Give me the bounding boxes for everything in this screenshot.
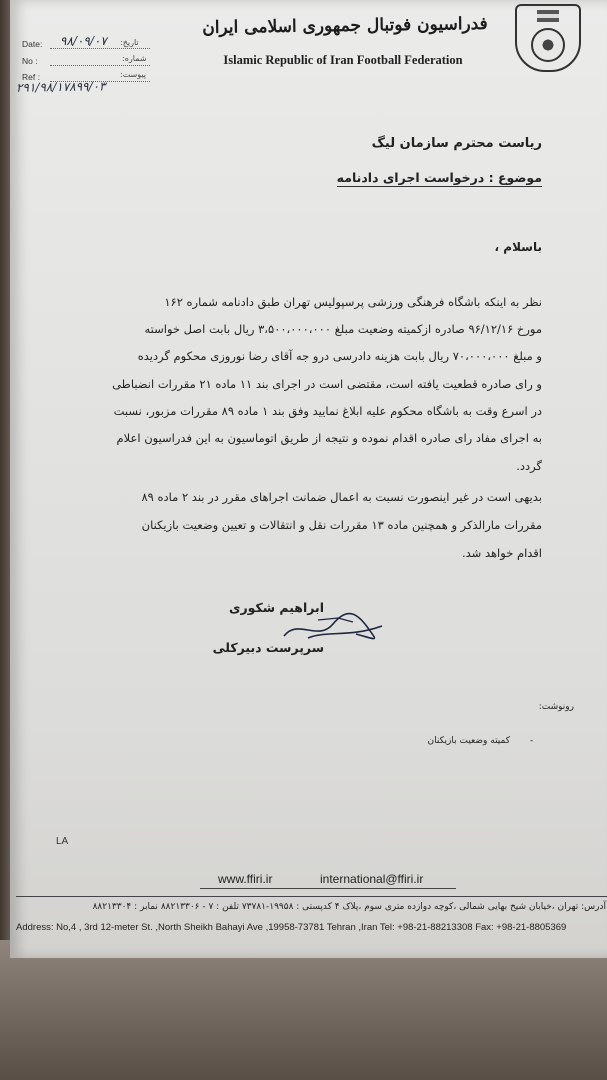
paragraph1-line: در اسرع وقت به باشگاه محکوم علیه ابلاغ نمایید وفق بند ۱ ماده ۸۹ مقررات مزبور، نسبت bbox=[113, 404, 542, 418]
no-line bbox=[50, 65, 150, 66]
signatory-title: سرپرست دبیرکلی bbox=[212, 640, 324, 655]
no-label-fa: شماره: bbox=[122, 54, 147, 63]
date-label-fa: تاریخ: bbox=[120, 38, 139, 47]
date-line bbox=[50, 48, 150, 49]
footer-address-fa: آدرس: تهران ،خیابان شیخ بهایی شمالی ،کوچه دوازده متری سوم ،پلاک ۴ کدپستی : ۱۹۹۵۸-۷۳۷۸۱ تلفن : ۷ - ۸۸۲۱۳۳۰۶ نمابر : ۸۸۲۱۳۳۰۴ bbox=[92, 902, 606, 912]
cc-label: رونوشت: bbox=[538, 702, 574, 712]
photo-background bbox=[0, 940, 607, 1080]
footer-rule bbox=[16, 896, 607, 897]
date-value: ۹۸/۰۹/۰۷ bbox=[60, 34, 107, 48]
paragraph1-line: گردد. bbox=[516, 459, 542, 473]
english-title: Islamic Republic of Iran Football Federation bbox=[223, 53, 463, 67]
ref-label-fa: پیوست: bbox=[120, 70, 147, 79]
paragraph2-line: بدیهی است در غیر اینصورت نسبت به اعمال ضمانت اجراهای مقرر در بند ۲ ماده ۸۹ bbox=[141, 490, 542, 504]
ref-label: Ref : bbox=[22, 72, 40, 82]
subject: موضوع : درخواست اجرای دادنامه bbox=[336, 170, 542, 185]
paragraph1-line: و مبلغ ۷۰،۰۰۰،۰۰۰ ریال بابت هزینه دادرسی درو جه آقای رضا نوروزی محکوم گردیده bbox=[137, 349, 542, 363]
footer-address-en: Address: No,4 , 3rd 12-meter St. ,North Sheikh Bahayi Ave ,19958-73781 Tehran ,Iran Tel: +98-21-88213308 Fax: +98-21-8805369 bbox=[16, 922, 567, 933]
federation-logo-icon bbox=[515, 4, 581, 72]
paragraph1-line: به اجرای مفاد رای صادره اقدام نموده و نتیجه از طریق اتوماسیون به این فدراسیون اعلام bbox=[116, 431, 542, 445]
greeting: باسلام ، bbox=[494, 240, 542, 254]
no-label: No : bbox=[22, 56, 38, 66]
cc-item: کمیته وضعیت بازیکنان bbox=[427, 736, 510, 746]
footer-rule-top bbox=[200, 888, 456, 889]
paragraph1-line: و رای صادره قطعیت یافته است، مقتضی است در اجرای بند ۱۱ ماده ۲۱ مقررات انضباطی bbox=[112, 377, 542, 391]
date-label: Date: bbox=[22, 39, 43, 49]
footer-website: www.ffiri.ir bbox=[218, 872, 273, 886]
paragraph1-line: نظر به اینکه باشگاه فرهنگی ورزشی پرسپولیس تهران طبق دادنامه شماره ۱۶۲ bbox=[164, 295, 542, 309]
addressee: ریاست محترم سازمان لیگ bbox=[371, 136, 542, 151]
initials: LA bbox=[56, 836, 69, 847]
footer-email: international@ffiri.ir bbox=[320, 872, 424, 886]
paragraph1-line: مورخ ۹۶/۱۲/۱۶ صادره ازکمیته وضعیت مبلغ ۳،۵۰۰،۰۰۰،۰۰۰ ریال بابت اصل خواسته bbox=[144, 322, 542, 336]
paragraph2-line: اقدام خواهد شد. bbox=[461, 546, 542, 560]
ref-number: ۲۹۱/۹۸/۱۷۸۹۹/۰۳ bbox=[15, 79, 106, 95]
letter-page bbox=[10, 0, 607, 958]
paragraph2-line: مقررات مارالذکر و همچنین ماده ۱۳ مقررات نقل و انتقالات و تعیین وضعیت بازیکنان bbox=[141, 518, 542, 532]
persian-title: فدراسیون فوتبال جمهوری اسلامی ایران bbox=[202, 14, 488, 38]
cc-bullet: - bbox=[530, 736, 534, 746]
signatory-name: ابراهیم شکوری bbox=[228, 600, 324, 615]
